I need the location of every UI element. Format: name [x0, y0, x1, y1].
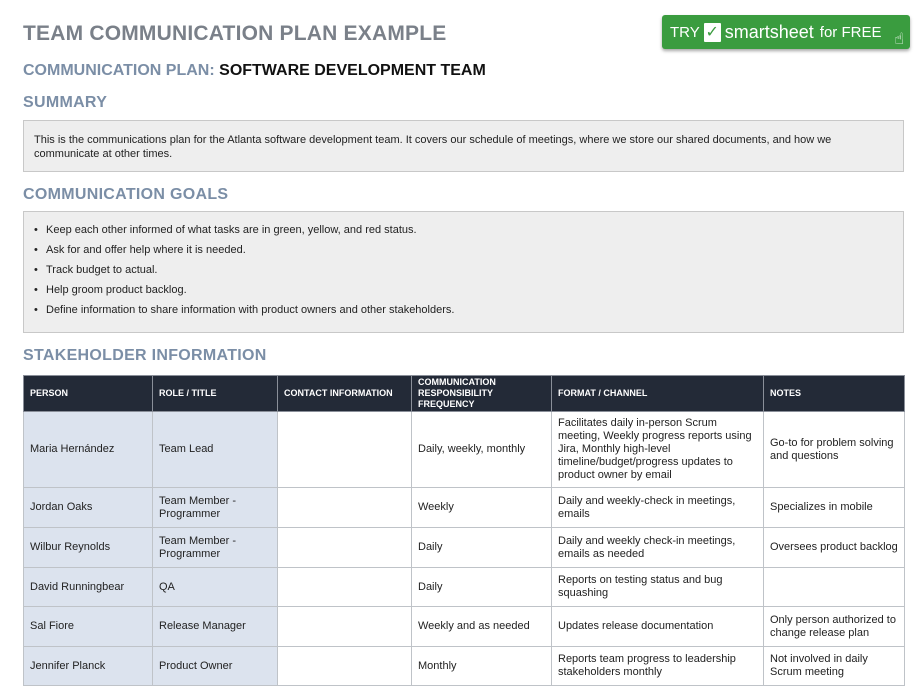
table-row	[24, 568, 905, 607]
goals-list	[34, 223, 893, 323]
cell-person: Sal Fiore	[24, 607, 153, 647]
summary-box	[23, 120, 904, 172]
cell-format: Reports on testing status and bug squashing	[552, 568, 764, 607]
subtitle-value: SOFTWARE DEVELOPMENT TEAM	[219, 62, 486, 79]
cell-role: Product Owner	[153, 647, 278, 686]
cell-format: Daily and weekly check-in meetings, emails as needed	[552, 528, 764, 568]
list-item	[34, 283, 893, 303]
cell-frequency: Weekly	[412, 488, 552, 528]
cell-contact	[278, 412, 412, 488]
goals-box	[23, 211, 904, 333]
cell-role: Release Manager	[153, 607, 278, 647]
page-title: TEAM COMMUNICATION PLAN EXAMPLE	[23, 22, 447, 45]
col-header-person: PERSON	[24, 376, 153, 412]
plan-subtitle	[23, 62, 486, 80]
table-row	[24, 488, 905, 528]
cell-role: Team Lead	[153, 412, 278, 488]
col-header-format: FORMAT / CHANNEL	[552, 376, 764, 412]
table-row	[24, 647, 905, 686]
goals-heading: COMMUNICATION GOALS	[23, 186, 229, 203]
summary-text: This is the communications plan for the Atlanta software development team. It covers our schedule of meetings, where we store our shared documents, and how we communicate at other times.	[34, 134, 832, 160]
table-row	[24, 412, 905, 488]
bullet-icon: •	[34, 264, 38, 276]
goal-text: Keep each other informed of what tasks are in green, yellow, and red status.	[46, 224, 417, 236]
goal-text: Ask for and offer help where it is needed.	[46, 244, 246, 256]
cell-frequency: Daily, weekly, monthly	[412, 412, 552, 488]
cell-frequency: Daily	[412, 568, 552, 607]
bullet-icon: •	[34, 284, 38, 296]
table-header-row	[24, 376, 905, 412]
cell-format: Daily and weekly-check in meetings, emails	[552, 488, 764, 528]
cell-notes: Specializes in mobile	[764, 488, 905, 528]
cell-person: David Runningbear	[24, 568, 153, 607]
list-item	[34, 243, 893, 263]
stakeholder-table	[23, 375, 905, 686]
goal-text: Track budget to actual.	[46, 264, 158, 276]
cell-contact	[278, 488, 412, 528]
cell-contact	[278, 607, 412, 647]
list-item	[34, 223, 893, 243]
cell-role: Team Member - Programmer	[153, 488, 278, 528]
cell-format: Facilitates daily in-person Scrum meeting, Weekly progress reports using Jira, Monthly high-level timeline/budget/progress updates to product owner by email	[552, 412, 764, 488]
cell-person: Wilbur Reynolds	[24, 528, 153, 568]
list-item	[34, 263, 893, 283]
cell-person: Jennifer Planck	[24, 647, 153, 686]
cell-notes: Not involved in daily Scrum meeting	[764, 647, 905, 686]
checkmark-icon: ✓	[705, 23, 719, 41]
cell-person: Maria Hernández	[24, 412, 153, 488]
cta-brand-label: smartsheet	[724, 21, 814, 42]
stakeholder-heading: STAKEHOLDER INFORMATION	[23, 347, 267, 364]
list-item	[34, 303, 893, 323]
table-row	[24, 528, 905, 568]
cell-frequency: Daily	[412, 528, 552, 568]
goal-text: Help groom product backlog.	[46, 284, 187, 296]
bullet-icon: •	[34, 224, 38, 236]
goal-text: Define information to share information with product owners and other stakeholders.	[46, 304, 455, 316]
hand-pointer-icon: ☝	[894, 31, 904, 48]
cell-role: QA	[153, 568, 278, 607]
col-header-frequency: COMMUNICATION RESPONSIBILITY FREQUENCY	[412, 376, 552, 412]
cell-role: Team Member - Programmer	[153, 528, 278, 568]
col-header-contact: CONTACT INFORMATION	[278, 376, 412, 412]
table-row	[24, 607, 905, 647]
cell-format: Reports team progress to leadership stakeholders monthly	[552, 647, 764, 686]
summary-heading: SUMMARY	[23, 94, 108, 111]
try-smartsheet-button[interactable]	[662, 15, 910, 49]
cell-person: Jordan Oaks	[24, 488, 153, 528]
cta-suffix-label: for FREE	[819, 23, 882, 41]
cta-try-label: TRY	[670, 23, 700, 41]
cell-contact	[278, 528, 412, 568]
bullet-icon: •	[34, 244, 38, 256]
col-header-notes: NOTES	[764, 376, 905, 412]
cell-format: Updates release documentation	[552, 607, 764, 647]
subtitle-label: COMMUNICATION PLAN:	[23, 62, 215, 79]
cell-frequency: Weekly and as needed	[412, 607, 552, 647]
cell-contact	[278, 647, 412, 686]
cell-contact	[278, 568, 412, 607]
cell-notes: Go-to for problem solving and questions	[764, 412, 905, 488]
cell-notes	[764, 568, 905, 607]
bullet-icon: •	[34, 304, 38, 316]
col-header-role: ROLE / TITLE	[153, 376, 278, 412]
cell-frequency: Monthly	[412, 647, 552, 686]
cell-notes: Oversees product backlog	[764, 528, 905, 568]
cell-notes: Only person authorized to change release plan	[764, 607, 905, 647]
